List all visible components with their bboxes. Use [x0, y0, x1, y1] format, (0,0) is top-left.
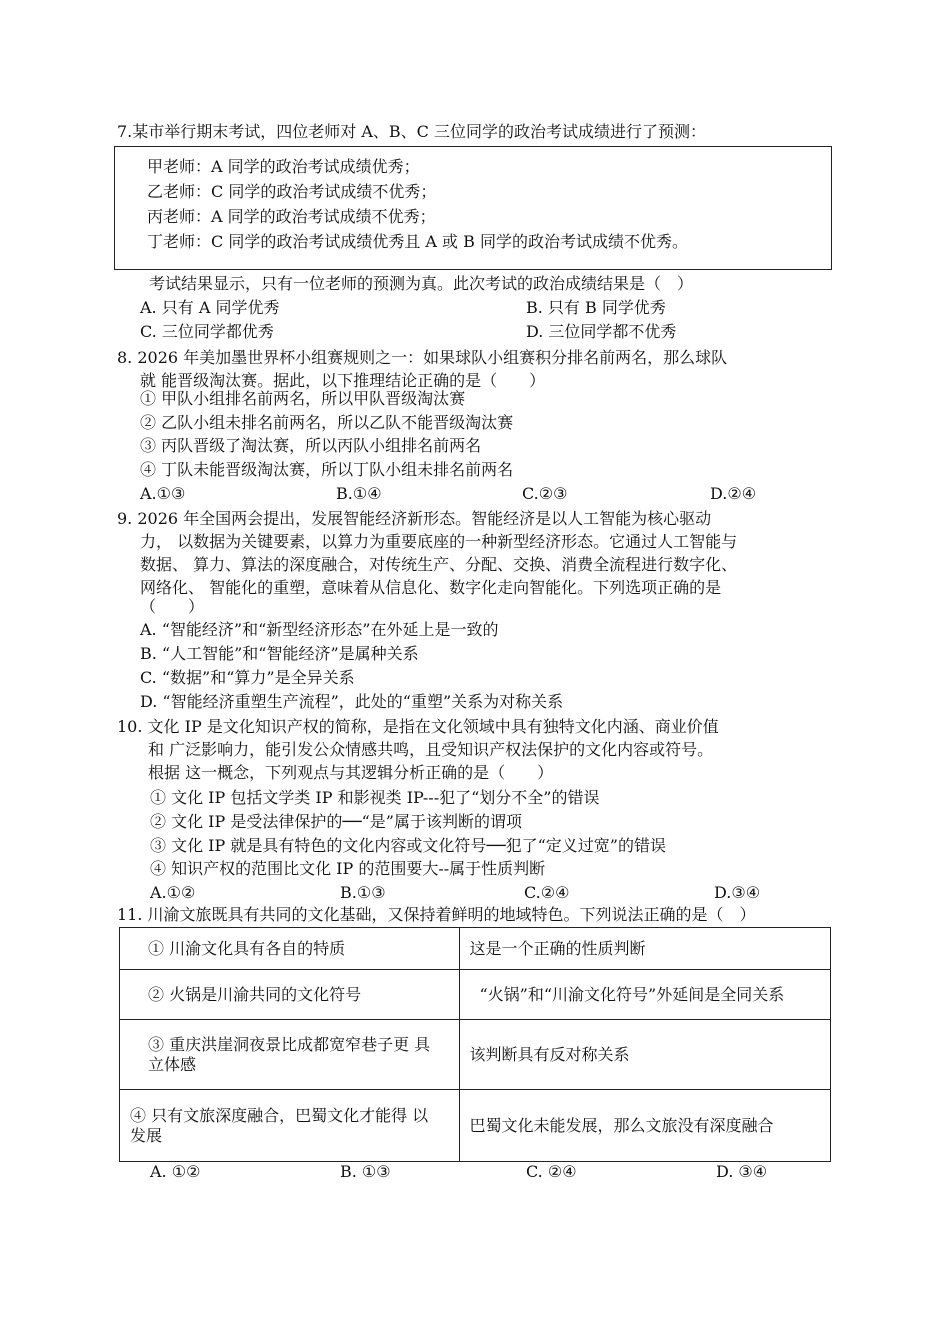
q10-item-2: ② 文化 IP 是受法律保护的──“是”属于该判断的谓项 — [150, 812, 522, 831]
q11-table — [119, 927, 831, 1162]
q10-option-a: A.①② — [150, 883, 196, 902]
q10-option-d: D.③④ — [714, 883, 761, 902]
q8-line-1: 8. 2026 年美加墨世界杯小组赛规则之一：如果球队小组赛积分排名前两名，那么球队 — [117, 348, 728, 367]
q8-option-b: B.①④ — [336, 484, 382, 503]
q10-item-1: ① 文化 IP 包括文学类 IP 和影视类 IP---犯了“划分不全”的错误 — [150, 788, 600, 807]
q10-line-1: 10. 文化 IP 是文化知识产权的简称，是指在文化领域中具有独特文化内涵、商业价值 — [117, 717, 719, 736]
q7-prediction-3: 丙老师：A 同学的政治考试成绩不优秀； — [147, 207, 436, 226]
q8-item-3: ③ 丙队晋级了淘汰赛，所以丙队小组排名前两名 — [140, 436, 482, 455]
q7-option-a: A. 只有 A 同学优秀 — [140, 298, 280, 317]
table-row — [120, 970, 831, 1020]
q8-option-d: D.②④ — [710, 484, 757, 503]
q11-option-a: A. ①② — [150, 1162, 201, 1181]
q9-line-3: 数据、 算力、算法的深度融合，对传统生产、分配、交换、消费全流程进行数字化、 — [140, 555, 738, 574]
table-row — [120, 1090, 831, 1162]
q8-item-4: ④ 丁队未能晋级淘汰赛，所以丁队小组未排名前两名 — [140, 460, 514, 479]
q11-row-1-right: 这是一个正确的性质判断 — [459, 928, 831, 970]
q10-line-2: 和 广泛影响力，能引发公众情感共鸣，且受知识产权法保护的文化内容或符号。 — [148, 740, 714, 759]
q11-row-1-left: ① 川渝文化具有各自的特质 — [120, 928, 460, 970]
q11-option-c: C. ②④ — [526, 1162, 577, 1181]
q10-option-c: C.②④ — [524, 883, 570, 902]
q9-option-c: C. “数据”和“算力”是全异关系 — [140, 668, 355, 687]
q8-line-2: 就 能晋级淘汰赛。据此，以下推理结论正确的是（ ） — [140, 371, 546, 390]
q10-item-3: ③ 文化 IP 就是具有特色的文化内容或文化符号──犯了“定义过宽”的错误 — [150, 836, 666, 855]
q11-option-b: B. ①③ — [340, 1162, 391, 1181]
q7-stem: 7.某市举行期末考试，四位老师对 A、B、C 三位同学的政治考试成绩进行了预测： — [117, 122, 706, 141]
q10-item-4: ④ 知识产权的范围比文化 IP 的范围要大--属于性质判断 — [150, 859, 546, 878]
table-row — [120, 928, 831, 970]
q7-prediction-box — [114, 146, 832, 270]
q11-row-4-left: ④ 只有文旅深度融合，巴蜀文化才能得 以发展 — [120, 1090, 460, 1162]
q10-line-3: 根据 这一概念，下列观点与其逻辑分析正确的是（ ） — [148, 763, 554, 782]
q11-row-3-left: ③ 重庆洪崖洞夜景比成都宽窄巷子更 具立体感 — [120, 1020, 460, 1090]
q11-stem: 11. 川渝文旅既具有共同的文化基础，又保持着鲜明的地域特色。下列说法正确的是（ ） — [117, 905, 756, 924]
q9-line-2: 力， 以数据为关键要素，以算力为重要底座的一种新型经济形态。它通过人工智能与 — [140, 532, 738, 551]
q8-item-1: ① 甲队小组排名前两名，所以甲队晋级淘汰赛 — [140, 389, 466, 408]
q9-option-d: D. “智能经济重塑生产流程”，此处的“重塑”关系为对称关系 — [140, 692, 564, 711]
q7-after: 考试结果显示，只有一位老师的预测为真。此次考试的政治成绩结果是（ ） — [149, 274, 694, 293]
q10-option-b: B.①③ — [340, 883, 386, 902]
q11-row-3-right: 该判断具有反对称关系 — [459, 1020, 831, 1090]
q11-option-d: D. ③④ — [716, 1162, 768, 1181]
q7-option-d: D. 三位同学都不优秀 — [526, 322, 677, 341]
q7-option-b: B. 只有 B 同学优秀 — [526, 298, 666, 317]
q9-option-b: B. “人工智能”和“智能经济”是属种关系 — [140, 644, 419, 663]
q7-prediction-4: 丁老师：C 同学的政治考试成绩优秀且 A 或 B 同学的政治考试成绩不优秀。 — [147, 232, 688, 251]
q9-line-4: 网络化、 智能化的重塑，意味着从信息化、数字化走向智能化。下列选项正确的是 — [140, 578, 722, 597]
q9-line-5: （ ） — [140, 597, 205, 616]
q9-line-1: 9. 2026 年全国两会提出，发展智能经济新形态。智能经济是以人工智能为核心驱动 — [117, 509, 712, 528]
q7-prediction-2: 乙老师：C 同学的政治考试成绩不优秀； — [147, 182, 437, 201]
q8-option-c: C.②③ — [522, 484, 568, 503]
q7-option-c: C. 三位同学都优秀 — [140, 322, 274, 341]
q11-row-2-left: ② 火锅是川渝共同的文化符号 — [120, 970, 460, 1020]
q11-row-2-right: “火锅”和“川渝文化符号”外延间是全同关系 — [459, 970, 831, 1020]
q8-option-a: A.①③ — [140, 484, 186, 503]
q8-item-2: ② 乙队小组未排名前两名，所以乙队不能晋级淘汰赛 — [140, 413, 514, 432]
q9-option-a: A. “智能经济”和“新型经济形态”在外延上是一致的 — [140, 620, 499, 639]
q7-prediction-1: 甲老师：A 同学的政治考试成绩优秀； — [147, 157, 420, 176]
table-row — [120, 1020, 831, 1090]
q11-row-4-right: 巴蜀文化未能发展，那么文旅没有深度融合 — [459, 1090, 831, 1162]
